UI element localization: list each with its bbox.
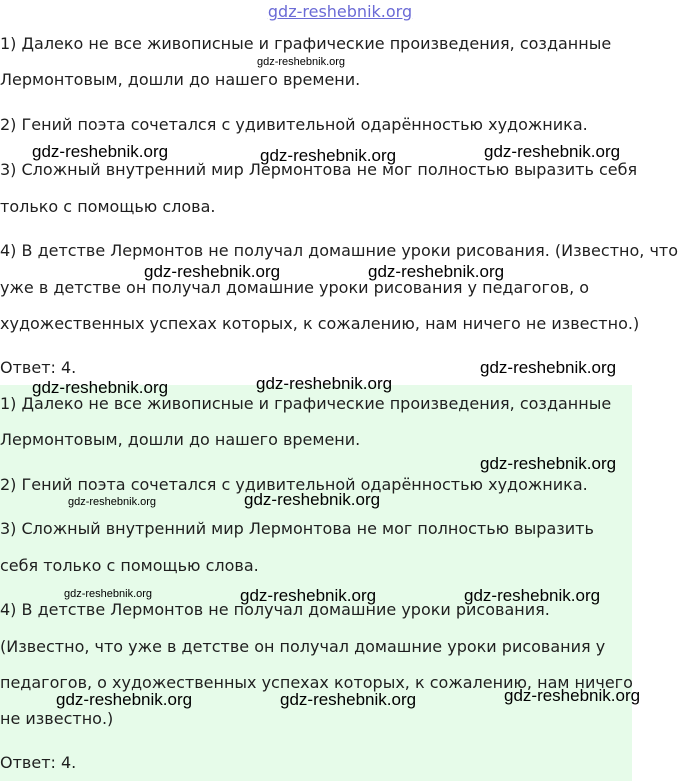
watermark: gdz-reshebnik.org: [504, 686, 641, 705]
block2-line-2: Лермонтовым, дошли до нашего времени.: [0, 430, 361, 449]
watermark: gdz-reshebnik.org: [144, 262, 281, 281]
block1-line-6: 4) В детстве Лермонтов не получал домашние уроки рисования. (Известно, что: [0, 241, 678, 260]
watermark: gdz-reshebnik.org: [240, 586, 377, 605]
watermark: gdz-reshebnik.org: [32, 378, 169, 397]
watermark: gdz-reshebnik.org: [64, 588, 153, 600]
watermark: gdz-reshebnik.org: [256, 374, 393, 393]
watermark: gdz-reshebnik.org: [480, 358, 617, 377]
block2-line-8: педагогов, о художественных успехах которых, к сожалению, нам ничего: [0, 673, 633, 692]
block2-line-6: 4) В детстве Лермонтов не получал домашние уроки рисования.: [0, 600, 550, 619]
watermark: gdz-reshebnik.org: [244, 490, 381, 509]
watermark: gdz-reshebnik.org: [480, 454, 617, 473]
block2-answer: Ответ: 4.: [0, 753, 77, 772]
block1-line-1: 1) Далеко не все живописные и графические произведения, созданные: [0, 34, 612, 53]
watermark: gdz-reshebnik.org: [68, 496, 157, 508]
block1-line-7: уже в детстве он получал домашние уроки рисования у педагогов, о: [0, 278, 590, 297]
watermark: gdz-reshebnik.org: [32, 142, 169, 161]
block1-line-4: 3) Сложный внутренний мир Лермонтова не мог полностью выразить себя: [0, 160, 638, 179]
watermark: gdz-reshebnik.org: [280, 690, 417, 709]
block1-line-5: только с помощью слова.: [0, 197, 216, 216]
block2-line-1: 1) Далеко не все живописные и графические произведения, созданные: [0, 394, 612, 413]
site-link[interactable]: gdz-reshebnik.org: [267, 2, 413, 21]
block1-answer: Ответ: 4.: [0, 358, 77, 377]
block1-line-2: Лермонтовым, дошли до нашего времени.: [0, 70, 361, 89]
block2-line-3: 2) Гений поэта сочетался с удивительной одарённостью художника.: [0, 475, 588, 494]
block2-line-9: не известно.): [0, 709, 114, 728]
watermark: gdz-reshebnik.org: [368, 262, 505, 281]
block1-line-3: 2) Гений поэта сочетался с удивительной одарённостью художника.: [0, 115, 588, 134]
block1-line-8: художественных успехах которых, к сожалению, нам ничего не известно.): [0, 314, 640, 333]
watermark: gdz-reshebnik.org: [484, 142, 621, 161]
watermark: gdz-reshebnik.org: [56, 690, 193, 709]
block2-line-5: себя только с помощью слова.: [0, 556, 259, 575]
block2-line-7: (Известно, что уже в детстве он получал домашние уроки рисования у: [0, 637, 606, 656]
watermark: gdz-reshebnik.org: [257, 56, 346, 68]
watermark: gdz-reshebnik.org: [464, 586, 601, 605]
block2-line-4: 3) Сложный внутренний мир Лермонтова не мог полностью выразить: [0, 519, 594, 538]
watermark: gdz-reshebnik.org: [260, 146, 397, 165]
